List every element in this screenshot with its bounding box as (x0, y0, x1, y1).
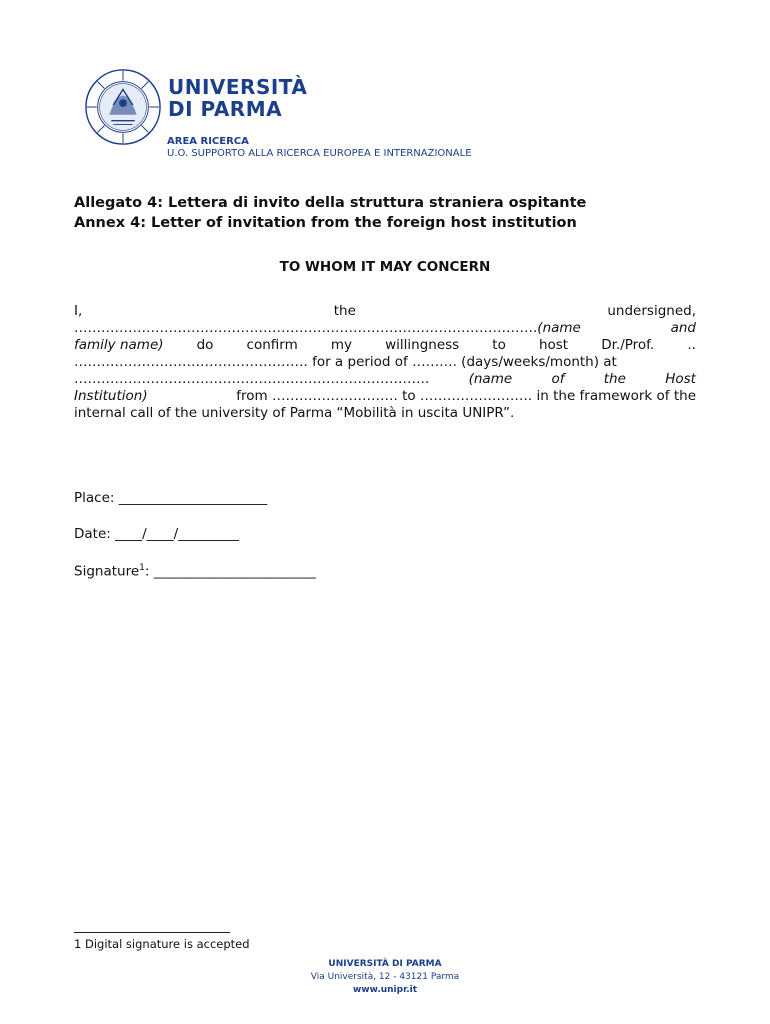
signature-field[interactable] (74, 563, 316, 580)
department-block (167, 136, 472, 160)
body-word: willingness (385, 337, 460, 353)
body-word: Host (665, 371, 696, 387)
host-blank: ……………………………………………………………………. (74, 371, 430, 387)
date-label: Date: (74, 526, 111, 542)
body-word: confirm (246, 337, 298, 353)
footnote (74, 937, 250, 951)
letter-body (74, 303, 696, 422)
unit-label: U.O. SUPPORTO ALLA RICERCA EUROPEA E INTERNAZIONALE (167, 148, 472, 159)
signature-label: Signature (74, 563, 140, 580)
footnote-ref: 1 (139, 563, 145, 573)
footnote-number: 1 (74, 937, 82, 951)
body-text: ……………………………………………. for a period of ………. (days/weeks/month) at (74, 354, 617, 370)
footer-address: Via Università, 12 - 43121 Parma (310, 972, 460, 982)
body-line-5 (74, 371, 696, 388)
university-seal-icon (84, 68, 162, 146)
footer-website: www.unipr.it (352, 985, 418, 995)
body-line-1 (74, 303, 696, 320)
page-footer (300, 958, 470, 997)
name-hint: (name (537, 320, 581, 336)
body-word: I, (74, 303, 83, 319)
letterhead (80, 62, 500, 162)
body-fill-segment (74, 320, 581, 337)
signature-line[interactable]: ________________________ (153, 563, 316, 580)
body-line-3 (74, 337, 696, 354)
salutation-heading: TO WHOM IT MAY CONCERN (279, 259, 491, 275)
university-name (168, 76, 307, 120)
body-line-4 (74, 354, 696, 371)
body-word: undersigned, (607, 303, 696, 319)
body-word: to (492, 337, 506, 353)
date-field[interactable] (74, 526, 239, 542)
footer-university: UNIVERSITÀ DI PARMA (328, 959, 442, 969)
body-word: my (330, 337, 352, 353)
body-text: internal call of the university of Parma “Mobilità in uscita UNIPR”. (74, 405, 515, 421)
body-word: Institution) (74, 388, 148, 404)
signature-colon: : (144, 563, 150, 580)
footnote-text: Digital signature is accepted (84, 937, 250, 951)
body-line-6 (74, 388, 696, 405)
name-blank: …………………………………………………………………………………………. (74, 320, 538, 336)
body-word: of (551, 371, 565, 387)
body-word: .. (687, 337, 696, 353)
body-word: do (196, 337, 214, 353)
body-word: Dr./Prof. (601, 337, 655, 353)
body-line-2 (74, 320, 696, 337)
place-label: Place: (74, 490, 115, 506)
body-line-7 (74, 405, 696, 422)
place-line[interactable]: ______________________ (118, 490, 268, 506)
document-titles (74, 193, 586, 233)
body-word: the (333, 303, 356, 319)
body-word: family name) (74, 337, 164, 353)
body-word: the (603, 371, 626, 387)
body-word: (name (468, 371, 513, 387)
title-italian: Allegato 4: Lettera di invito della struttura straniera ospitante (74, 195, 587, 211)
place-field[interactable] (74, 490, 267, 506)
body-word: host (538, 337, 569, 353)
date-line[interactable]: ____/____/_________ (115, 526, 239, 542)
body-word: and (670, 320, 696, 336)
title-english: Annex 4: Letter of invitation from the foreign host institution (74, 215, 577, 231)
body-text: from ………………………. to ……………………. in the framework of the (236, 388, 696, 404)
footnote-divider (74, 932, 230, 933)
university-name-line2: DI PARMA (168, 97, 283, 121)
area-label: AREA RICERCA (167, 136, 249, 147)
university-name-line1: UNIVERSITÀ (168, 75, 308, 99)
